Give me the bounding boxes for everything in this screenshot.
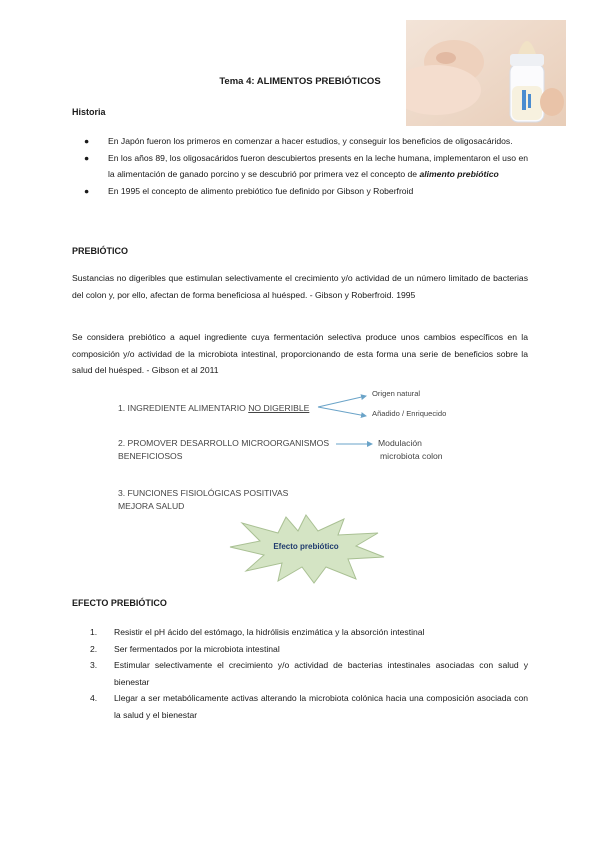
bullet-icon: ● xyxy=(84,136,90,146)
arrow-right-icon xyxy=(334,439,376,449)
diagram-item-1: 1. INGREDIENTE ALIMENTARIO NO DIGERIBLE xyxy=(118,403,310,413)
baby-bottle-photo xyxy=(406,20,566,126)
list-number: 2. xyxy=(90,643,98,654)
branch-anadido: Añadido / Enriquecido xyxy=(372,409,447,418)
list-number: 4. xyxy=(90,693,98,703)
list-item: ● En 1995 el concepto de alimento prebiótico fue definido por Gibson y Roberfroid xyxy=(84,183,528,200)
star-label: Efecto prebiótico xyxy=(273,542,339,551)
branch-origen-natural: Origen natural xyxy=(372,389,421,398)
branch-arrows-icon xyxy=(316,392,372,422)
list-item: 3. Estimular selectivamente el crecimiento y/o actividad de bacterias intestinales asociadas con salud y bienestar xyxy=(90,657,528,690)
prebiotico-heading: PREBIÓTICO xyxy=(72,246,129,256)
diagram-item-3: 3. FUNCIONES FISIOLÓGICAS POSITIVAS MEJORA SALUD xyxy=(118,488,289,511)
efecto-heading: EFECTO PREBIÓTICO xyxy=(72,598,167,608)
list-item: 2. Ser fermentados por la microbiota intestinal xyxy=(90,641,528,658)
efecto-list xyxy=(90,624,528,723)
emphasis-text: alimento prebiótico xyxy=(419,169,499,179)
list-item: 4. Llegar a ser metabólicamente activas alterando la microbiota colónica hacia una composición asociada con la salud y el bienestar xyxy=(90,690,528,723)
list-item: ● En los años 89, los oligosacáridos fueron descubiertos presents en la leche humana, implementaron el uso en la alimentación de ganado porcino y se descubrió por primera vez el concepto de alimento prebiótico xyxy=(84,150,528,183)
historia-list xyxy=(84,133,528,199)
diagram-item-2: 2. PROMOVER DESARROLLO MICROORGANISMOS BENEFICIOSOS xyxy=(118,438,330,461)
bullet-icon: ● xyxy=(84,152,90,163)
bullet-icon: ● xyxy=(84,185,90,196)
definition-paragraph-2: Se considera prebiótico a aquel ingrediente cuya fermentación selectiva produce unos cambios específicos en la composición y/o actividad de la microbiota intestinal, proporcionando de esta forma una serie de beneficios sobre la salud del huésped. - Gibson et al 2011 xyxy=(72,332,528,375)
list-number: 1. xyxy=(90,627,98,637)
diagram-result-2: Modulación microbiota colon xyxy=(378,438,443,461)
list-number: 3. xyxy=(90,660,98,670)
definition-paragraph-1: Sustancias no digeribles que estimulan selectivamente el crecimiento y/o actividad de un número limitado de bacterias del colon y, por ello, afectan de forma beneficiosa al huésped. - Gibson y Roberfroid. 1995 xyxy=(72,273,528,300)
efecto-prebiotico-star xyxy=(226,513,386,585)
list-item: 1. Resistir el pH ácido del estómago, la hidrólisis enzimática y la absorción intestinal xyxy=(90,624,528,641)
list-item: ● En Japón fueron los primeros en comenzar a hacer estudios, y conseguir los beneficios de oligosacáridos. xyxy=(84,133,528,150)
historia-heading: Historia xyxy=(72,107,106,117)
page-title: Tema 4: ALIMENTOS PREBIÓTICOS xyxy=(219,76,381,87)
